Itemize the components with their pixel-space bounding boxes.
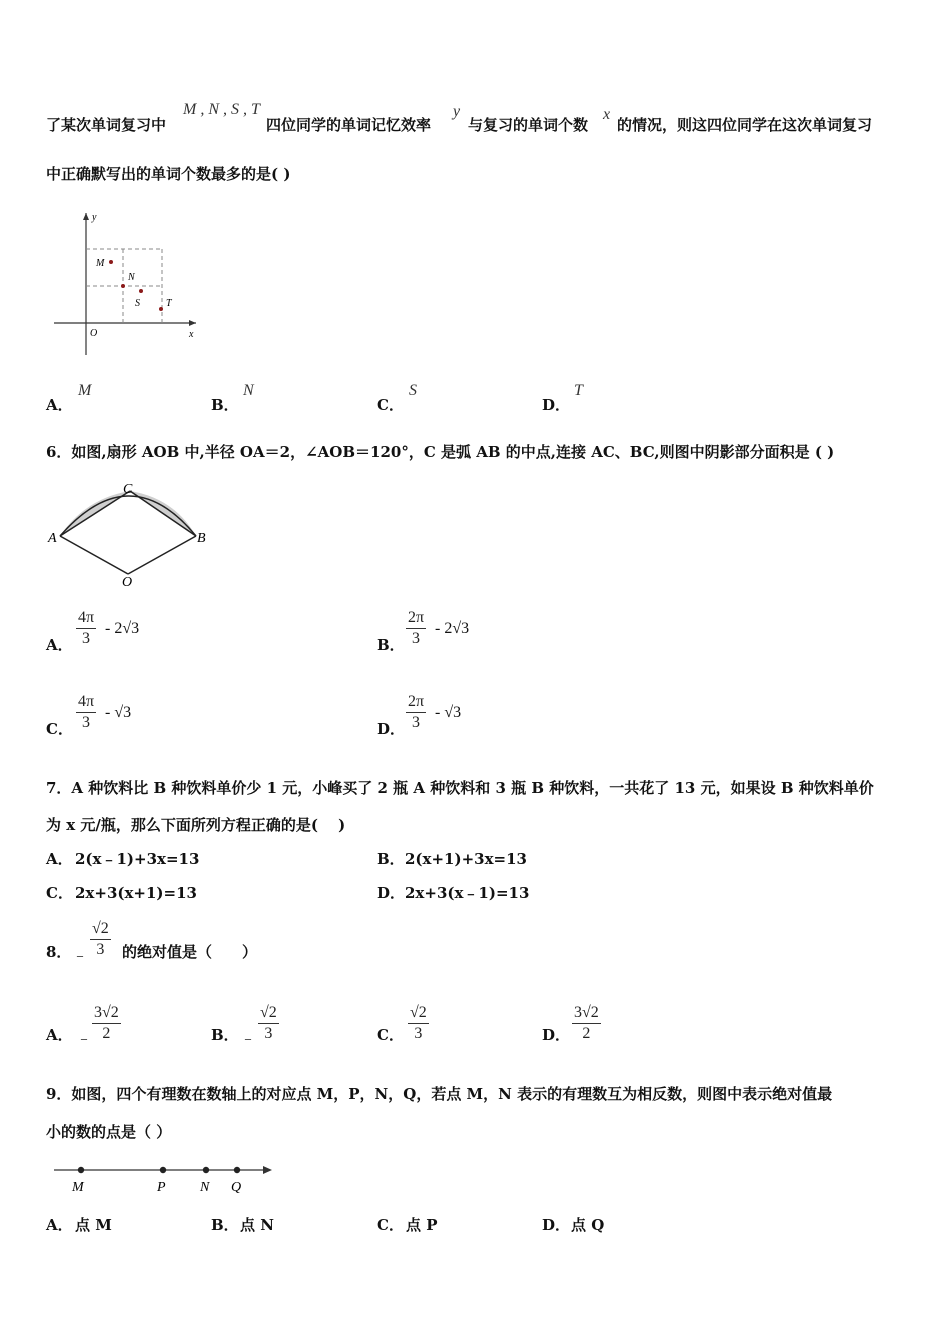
q5-vars: M , N , S , T: [183, 101, 260, 118]
q9-option-b-letter: B．: [211, 1216, 239, 1234]
q6-option-c-fraction: [76, 692, 96, 733]
label-s: S: [135, 298, 140, 309]
q8-option-c-fraction: [408, 1003, 429, 1044]
q9-option-d-text: 点 Q: [571, 1216, 605, 1234]
point-s: [139, 289, 143, 293]
label-t: T: [166, 298, 172, 309]
fig-label-a: A: [48, 531, 57, 546]
q6-option-d-num: 2π: [408, 693, 425, 710]
label-x: x: [189, 329, 194, 340]
q6-text: 6．如图,扇形 AOB 中,半径 OA＝2，∠AOB＝120°，C 是弧 AB 的中点,连接 AC、BC,则图中阴影部分面积是 ( ): [46, 443, 835, 461]
q6-option-a-den: 3: [82, 630, 91, 647]
axis-point-q: [234, 1167, 240, 1173]
q5-option-b-value: N: [243, 382, 254, 399]
q5-graph: [46, 205, 206, 360]
q8-fraction: [90, 919, 111, 960]
q7-option-a-letter: A．: [46, 850, 73, 868]
q6-option-c-letter: C．: [46, 720, 73, 738]
q7-option-c-text: 2x+3(x+1)=13: [75, 884, 197, 902]
q8-option-c-num: √2: [410, 1004, 427, 1021]
point-m: [109, 260, 113, 264]
q9-number-line: [50, 1158, 280, 1200]
q8-option-d-num: 3√2: [574, 1004, 599, 1021]
label-m: M: [96, 258, 105, 269]
q5-option-d-letter: D．: [542, 396, 571, 414]
q6-option-b-letter: B．: [377, 636, 405, 654]
q6-option-d-letter: D．: [377, 720, 406, 738]
q6-option-c-num: 4π: [78, 693, 95, 710]
q6-option-d-rest: - √3: [435, 704, 462, 721]
q9-option-c-letter: C．: [377, 1216, 404, 1234]
q7-option-d-letter: D．: [377, 884, 406, 902]
q8-option-b-fraction: [258, 1003, 279, 1044]
q8-option-a-sign: ﹣: [76, 1030, 93, 1047]
fig-label-o: O: [122, 575, 133, 590]
q8-option-c-den: 3: [414, 1025, 423, 1042]
q6-sector-figure: [46, 478, 216, 590]
q6-option-a-rest: - 2√3: [105, 620, 140, 637]
q7-line2: 为 x 元/瓶，那么下面所列方程正确的是( ): [46, 816, 346, 834]
q5-option-a-value: M: [78, 382, 92, 399]
point-n: [121, 284, 125, 288]
q5-intro-a: 了某次单词复习中: [46, 116, 167, 134]
q6-option-b-rest: - 2√3: [435, 620, 470, 637]
q8-option-d-den: 2: [582, 1025, 591, 1042]
q5-option-c-letter: C．: [377, 396, 404, 414]
q6-option-c-den: 3: [82, 714, 91, 731]
q8-option-a-letter: A．: [46, 1026, 73, 1044]
label-o: O: [90, 328, 98, 339]
q5-intro-c: 与复习的单词个数: [468, 116, 589, 134]
label-y: y: [92, 212, 97, 223]
axis-label-n: N: [200, 1180, 210, 1195]
q5-intro-b: 四位同学的单词记忆效率: [266, 116, 432, 134]
q6-option-a-num: 4π: [78, 609, 95, 626]
q8-option-a-num: 3√2: [94, 1004, 119, 1021]
fig-label-b: B: [197, 531, 206, 546]
q5-option-a-letter: A．: [46, 396, 73, 414]
q7-option-b-text: 2(x+1)+3x=13: [405, 850, 527, 868]
axis-point-p: [160, 1167, 166, 1173]
q8-option-a-den: 2: [102, 1025, 111, 1042]
q7-option-a-text: 2(x﹣1)+3x=13: [75, 850, 200, 868]
q6-option-d-den: 3: [412, 714, 421, 731]
axis-point-m: [78, 1167, 84, 1173]
q6-option-b-fraction: [406, 608, 426, 649]
q8-den: 3: [96, 941, 105, 958]
q5-intro-d: 的情况，则这四位同学在这次单词复习: [617, 116, 873, 134]
q8-option-a-fraction: [92, 1003, 121, 1044]
axis-label-q: Q: [231, 1180, 242, 1195]
q6-option-c-rest: - √3: [105, 704, 132, 721]
q9-option-d-letter: D．: [542, 1216, 571, 1234]
q6-option-a-letter: A．: [46, 636, 73, 654]
q6-option-b-num: 2π: [408, 609, 425, 626]
q7-option-c-letter: C．: [46, 884, 73, 902]
q5-line2: 中正确默写出的单词个数最多的是( ): [46, 165, 291, 183]
label-n: N: [128, 272, 135, 283]
q9-line1: 9．如图，四个有理数在数轴上的对应点 M，P，N，Q，若点 M，N 表示的有理数互为相反数，则图中表示绝对值最: [46, 1085, 833, 1103]
q7-option-b-letter: B．: [377, 850, 405, 868]
q8-option-c-letter: C．: [377, 1026, 404, 1044]
q8-option-d-fraction: [572, 1003, 601, 1044]
axis-label-p: P: [157, 1180, 166, 1195]
q7-option-d-text: 2x+3(x﹣1)=13: [405, 884, 530, 902]
q6-option-b-den: 3: [412, 630, 421, 647]
q9-option-a-text: 点 M: [75, 1216, 112, 1234]
point-t: [159, 307, 163, 311]
q8-option-b-den: 3: [264, 1025, 273, 1042]
q6-option-a-fraction: [76, 608, 96, 649]
axis-point-n: [203, 1167, 209, 1173]
q5-option-c-value: S: [409, 382, 417, 399]
q9-line2: 小的数的点是（ ）: [46, 1123, 172, 1141]
q6-option-d-fraction: [406, 692, 426, 733]
q8-sign: ﹣: [72, 947, 89, 964]
q8-option-b-num: √2: [260, 1004, 277, 1021]
q9-option-c-text: 点 P: [406, 1216, 438, 1234]
q8-option-b-sign: ﹣: [240, 1030, 257, 1047]
q9-option-a-letter: A．: [46, 1216, 73, 1234]
q8-num: √2: [92, 920, 109, 937]
q8-text: 的绝对值是（ ）: [122, 943, 258, 961]
q9-option-b-text: 点 N: [240, 1216, 274, 1234]
axis-label-m: M: [72, 1180, 84, 1195]
fig-label-c: C: [123, 482, 133, 497]
q5-x: x: [603, 106, 611, 123]
q7-line1: 7．A 种饮料比 B 种饮料单价少 1 元，小峰买了 2 瓶 A 种饮料和 3 瓶 B 种饮料，一共花了 13 元，如果设 B 种饮料单价: [46, 779, 874, 797]
q8-option-b-letter: B．: [211, 1026, 239, 1044]
q5-option-d-value: T: [574, 382, 583, 399]
q5-y: y: [453, 103, 461, 120]
q5-option-b-letter: B．: [211, 396, 239, 414]
q8-number: 8．: [46, 943, 72, 961]
q8-option-d-letter: D．: [542, 1026, 571, 1044]
